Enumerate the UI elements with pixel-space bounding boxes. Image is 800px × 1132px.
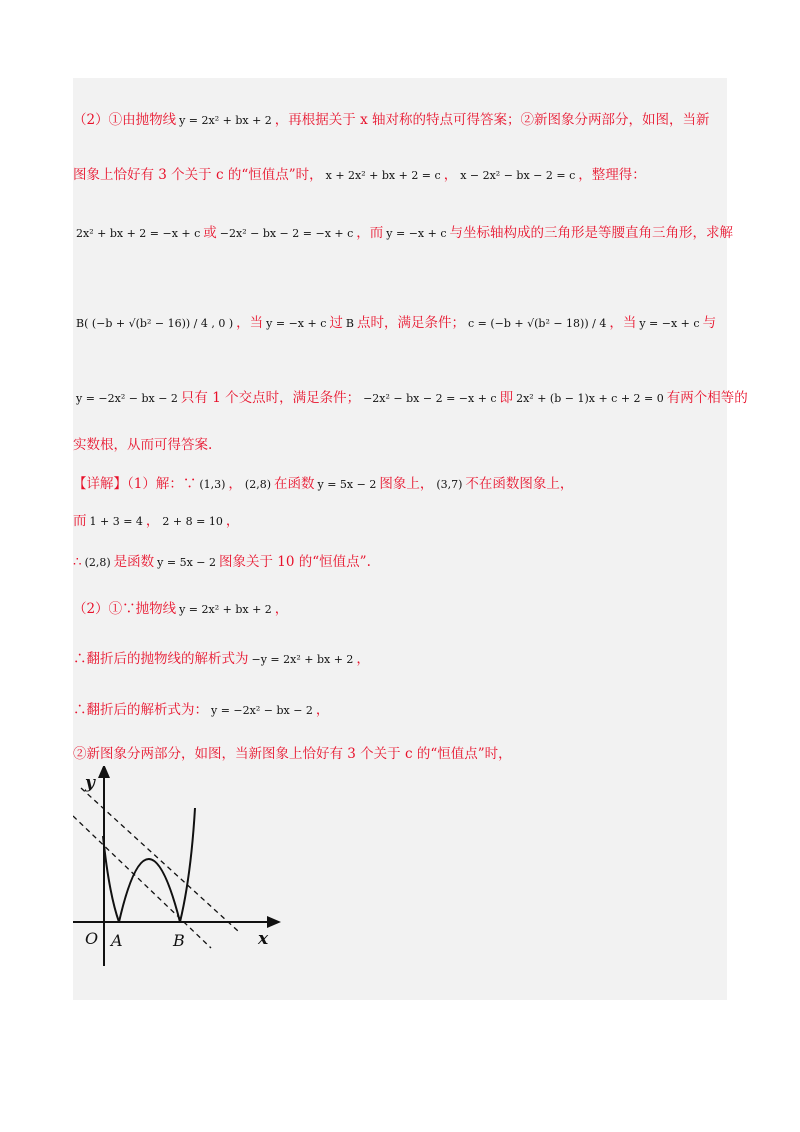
formula: 2x² + (b − 1)x + c + 2 = 0 — [516, 392, 664, 405]
text-segment: （2）①∵抛物线 — [73, 601, 177, 617]
text-segment: ， — [145, 513, 160, 529]
formula: y = −x + c — [639, 317, 700, 330]
text-segment: ∴翻折后的解析式为： — [73, 702, 208, 718]
text-segment: ∴ — [73, 554, 82, 570]
text-segment: 或 — [203, 225, 217, 241]
x-axis-label: x — [258, 929, 269, 949]
formula: c = (−b + √(b² − 18)) / 4 — [467, 317, 607, 330]
text-segment: ，当 — [609, 315, 637, 331]
curve-right-branch — [180, 808, 195, 922]
origin-label: O — [85, 929, 99, 948]
x-axis-arrow — [267, 916, 281, 928]
line-1 — [73, 110, 710, 131]
line-3 — [73, 223, 733, 244]
line-8 — [73, 511, 239, 532]
formula: y = 2x² + bx + 2 — [179, 114, 272, 127]
text-segment: （2）①由抛物线 — [73, 112, 177, 128]
formula: y = −2x² − bx − 2 — [76, 392, 178, 405]
text-segment: 不在函数图象上， — [465, 476, 574, 492]
text-segment: 在函数 — [274, 476, 315, 492]
formula: (2,8) — [244, 478, 271, 491]
formula: (1,3) — [199, 478, 226, 491]
y-axis-arrow — [98, 766, 110, 778]
formula: y = −x + c — [386, 227, 447, 240]
line-2 — [73, 165, 646, 186]
solution-panel — [73, 78, 748, 1000]
text-segment: 图象关于 10 的“恒值点”. — [219, 554, 371, 570]
text-segment: 【详解】（1）解：∵ — [73, 476, 197, 492]
text-segment: 与 — [702, 315, 717, 331]
text-segment: ②新图象分两部分，如图，当新图象上恰好有 3 个关于 c 的“恒值点”时， — [73, 746, 512, 762]
text-segment: 有两个相等的 — [666, 390, 748, 406]
point-b-label: B — [173, 931, 185, 950]
line-5 — [73, 388, 748, 409]
text-segment: 过 — [329, 315, 343, 331]
text-segment: 实数根，从而可得答案. — [73, 437, 213, 453]
text-segment: ， — [225, 513, 240, 529]
formula: −2x² − bx − 2 = −x + c — [363, 392, 497, 405]
formula: −y = 2x² + bx + 2 — [251, 653, 354, 666]
text-segment: 是函数 — [113, 554, 155, 570]
formula: x + 2x² + bx + 2 = c — [325, 169, 441, 182]
parabola-figure — [73, 766, 283, 976]
formula: y = −2x² − bx − 2 — [211, 704, 313, 717]
line-13 — [73, 744, 512, 764]
formula: −2x² − bx − 2 = −x + c — [219, 227, 354, 240]
formula: y = 2x² + bx + 2 — [179, 603, 272, 616]
formula: 1 + 3 = 4 — [89, 515, 143, 528]
formula: 2 + 8 = 10 — [162, 515, 223, 528]
text-segment: ，再根据关于 x 轴对称的特点可得答案；②新图象分两部分，如图，当新 — [274, 112, 710, 128]
text-segment: 图象上恰好有 3 个关于 c 的“恒值点”时， — [73, 167, 323, 183]
formula: x − 2x² − bx − 2 = c — [460, 169, 576, 182]
text-segment: 与坐标轴构成的三角形是等腰直角三角形，求解 — [449, 225, 733, 241]
formula: (2,8) — [84, 556, 111, 569]
formula: B( (−b + √(b² − 16)) / 4 , 0 ) — [76, 317, 234, 330]
text-segment: ， — [443, 167, 458, 183]
formula: (3,7) — [436, 478, 463, 491]
text-segment: 点时，满足条件； — [356, 315, 465, 331]
line-6 — [73, 435, 212, 455]
curve-left-branch — [103, 836, 119, 922]
text-segment: 而 — [73, 513, 87, 529]
text-segment: 图象上， — [379, 476, 434, 492]
line-7 — [73, 474, 573, 495]
point-a-label: A — [111, 931, 123, 950]
line-10 — [73, 599, 288, 620]
y-axis-label: y — [85, 773, 95, 793]
text-segment: ，整理得： — [578, 167, 646, 183]
text-segment: ，当 — [236, 315, 264, 331]
formula: 2x² + bx + 2 = −x + c — [76, 227, 201, 240]
text-segment: ，而 — [356, 225, 384, 241]
text-segment: 只有 1 个交点时，满足条件； — [180, 390, 361, 406]
line-9 — [73, 552, 371, 573]
formula: y = 5x − 2 — [157, 556, 217, 569]
formula: B — [345, 317, 354, 330]
formula: y = 5x − 2 — [317, 478, 377, 491]
line-4 — [73, 313, 716, 334]
line-12 — [73, 700, 329, 721]
text-segment: ， — [228, 476, 242, 492]
text-segment: ， — [356, 651, 370, 667]
text-segment: ， — [315, 702, 330, 718]
text-segment: ， — [274, 601, 289, 617]
text-segment: 即 — [499, 390, 514, 406]
line-11 — [73, 649, 370, 670]
text-segment: ∴翻折后的抛物线的解析式为 — [73, 651, 249, 667]
formula: y = −x + c — [266, 317, 327, 330]
